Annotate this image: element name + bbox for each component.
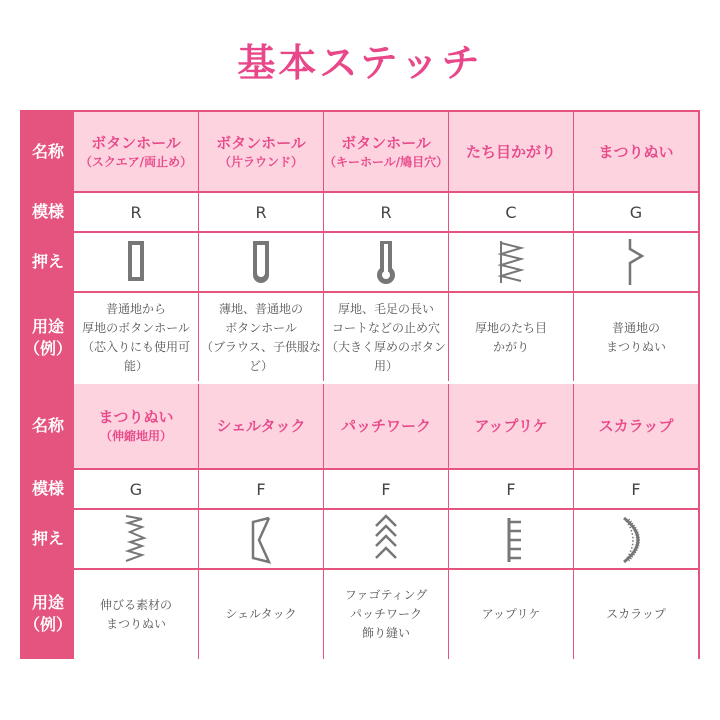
use-text bbox=[324, 300, 448, 376]
use-text bbox=[606, 319, 666, 357]
use-cell bbox=[199, 293, 323, 382]
pattern-code: F bbox=[574, 470, 698, 508]
stitch-name-cell bbox=[449, 112, 573, 191]
stretch-blind-hem-icon bbox=[112, 512, 160, 566]
use-line: 厚地のボタンホール bbox=[82, 320, 190, 335]
use-line: スカラップ bbox=[606, 607, 666, 621]
presser-foot-cell bbox=[574, 233, 698, 291]
stitch-name-cell bbox=[199, 384, 323, 468]
pattern-code: R bbox=[324, 193, 448, 231]
stitch-name-sub: （片ラウンド） bbox=[218, 154, 303, 169]
pattern-code: R bbox=[199, 193, 323, 231]
stitch-table bbox=[20, 110, 700, 659]
presser-foot-cell bbox=[324, 233, 448, 291]
stitch-name: まつりぬい bbox=[598, 142, 674, 161]
use-text bbox=[482, 605, 540, 624]
use-cell bbox=[574, 570, 698, 659]
use-line: 普通地の bbox=[611, 320, 660, 335]
stitch-name: まつりぬい bbox=[98, 408, 174, 426]
presser-foot-cell bbox=[449, 510, 573, 568]
use-cell bbox=[574, 293, 698, 382]
pattern-code: F bbox=[199, 470, 323, 508]
stitch-name-cell bbox=[74, 384, 198, 468]
presser-foot-cell bbox=[449, 233, 573, 291]
stitch-name: アップリケ bbox=[474, 417, 548, 435]
buttonhole-keyhole-icon bbox=[362, 235, 410, 289]
row-label-name: 名称 bbox=[31, 416, 64, 435]
stitch-name-cell bbox=[449, 384, 573, 468]
shell-tuck-icon bbox=[237, 512, 285, 566]
use-line: ボタンホール bbox=[225, 320, 297, 335]
row-label-use-line2: （例） bbox=[23, 338, 72, 358]
use-line: （大きく厚めのボタン用） bbox=[325, 339, 446, 373]
blind-hem-stitch-icon bbox=[612, 235, 660, 289]
use-cell bbox=[324, 293, 448, 382]
stitch-name: スカラップ bbox=[598, 417, 674, 435]
pattern-code: R bbox=[74, 193, 198, 231]
row-label-presser: 押え bbox=[31, 252, 64, 271]
stitch-grid-section1 bbox=[74, 112, 698, 382]
use-text bbox=[225, 605, 296, 624]
stitch-name-sub: （伸縮地用） bbox=[99, 429, 172, 443]
use-text bbox=[475, 319, 547, 357]
scallop-stitch-icon bbox=[612, 512, 660, 566]
use-line: 厚地のたち目 bbox=[474, 320, 547, 335]
row-label-name: 名称 bbox=[31, 141, 64, 161]
stitch-name-cell bbox=[74, 112, 198, 191]
presser-foot-cell bbox=[324, 510, 448, 568]
use-line: コートなどの止め穴 bbox=[331, 320, 440, 335]
stitch-name-cell bbox=[324, 112, 448, 191]
stitch-name: ボタンホール bbox=[91, 133, 181, 152]
use-line: 伸びる素材の bbox=[99, 597, 172, 612]
use-line: まつりぬい bbox=[605, 339, 666, 354]
presser-foot-cell bbox=[74, 233, 198, 291]
use-cell bbox=[449, 293, 573, 382]
stitch-grid-section2 bbox=[74, 384, 698, 659]
stitch-name: ボタンホール bbox=[341, 133, 431, 152]
presser-foot-cell bbox=[199, 510, 323, 568]
use-line: パッチワーク bbox=[349, 607, 422, 621]
use-cell bbox=[74, 293, 198, 382]
buttonhole-square-icon bbox=[112, 235, 160, 289]
use-line: 厚地、毛足の長い bbox=[337, 301, 434, 316]
row-label-pattern: 模様 bbox=[31, 202, 64, 221]
stitch-name-sub: （スクエア/両止め） bbox=[79, 154, 193, 169]
page-title: 基本ステッチ bbox=[237, 41, 483, 85]
patchwork-stitch-icon bbox=[362, 512, 410, 566]
use-line: かがり bbox=[492, 339, 529, 354]
use-line: シェルタック bbox=[225, 607, 297, 621]
row-label-use-line1: 用途 bbox=[31, 592, 64, 612]
pattern-code: G bbox=[74, 470, 198, 508]
use-line: （ブラウス、子供服など） bbox=[200, 339, 321, 373]
buttonhole-round-icon bbox=[237, 235, 285, 289]
stitch-name: シェルタック bbox=[216, 417, 306, 435]
use-text bbox=[100, 596, 172, 634]
pattern-code: F bbox=[449, 470, 573, 508]
overcast-stitch-icon bbox=[487, 235, 535, 289]
applique-stitch-icon bbox=[487, 512, 535, 566]
use-text bbox=[74, 300, 198, 376]
stitch-name-cell bbox=[324, 384, 448, 468]
presser-foot-cell bbox=[574, 510, 698, 568]
row-label-use bbox=[22, 293, 74, 382]
use-line: ファゴティング bbox=[344, 588, 428, 602]
stitch-name-cell bbox=[574, 384, 698, 468]
use-line: 薄地、普通地の bbox=[218, 301, 303, 316]
pattern-code: C bbox=[449, 193, 573, 231]
use-cell bbox=[324, 570, 448, 659]
use-text bbox=[345, 586, 428, 643]
stitch-name-cell bbox=[199, 112, 323, 191]
use-text bbox=[199, 300, 323, 376]
presser-foot-cell bbox=[199, 233, 323, 291]
row-label-use bbox=[22, 570, 74, 657]
use-line: （芯入りにも使用可能） bbox=[81, 339, 190, 373]
use-line: 普通地から bbox=[105, 301, 166, 316]
stitch-name: ボタンホール bbox=[216, 133, 306, 152]
presser-foot-cell bbox=[74, 510, 198, 568]
stitch-name: パッチワーク bbox=[340, 417, 431, 435]
stitch-name: たち目かがり bbox=[465, 142, 556, 161]
use-line: まつりぬい bbox=[105, 616, 166, 631]
stitch-name-cell bbox=[574, 112, 698, 191]
use-cell bbox=[199, 570, 323, 659]
row-label-use-line1: 用途 bbox=[31, 316, 64, 336]
row-label-presser: 押え bbox=[31, 529, 64, 548]
use-line: 飾り縫い bbox=[361, 626, 410, 640]
stitch-name-sub: （キーホール/鳩目穴） bbox=[324, 154, 449, 169]
row-label-pattern: 模様 bbox=[31, 479, 64, 498]
use-text bbox=[606, 605, 666, 624]
pattern-code: G bbox=[574, 193, 698, 231]
use-cell bbox=[449, 570, 573, 659]
use-cell bbox=[74, 570, 198, 659]
use-line: アップリケ bbox=[481, 607, 541, 621]
row-label-use-line2: （例） bbox=[23, 614, 72, 634]
pattern-code: F bbox=[324, 470, 448, 508]
